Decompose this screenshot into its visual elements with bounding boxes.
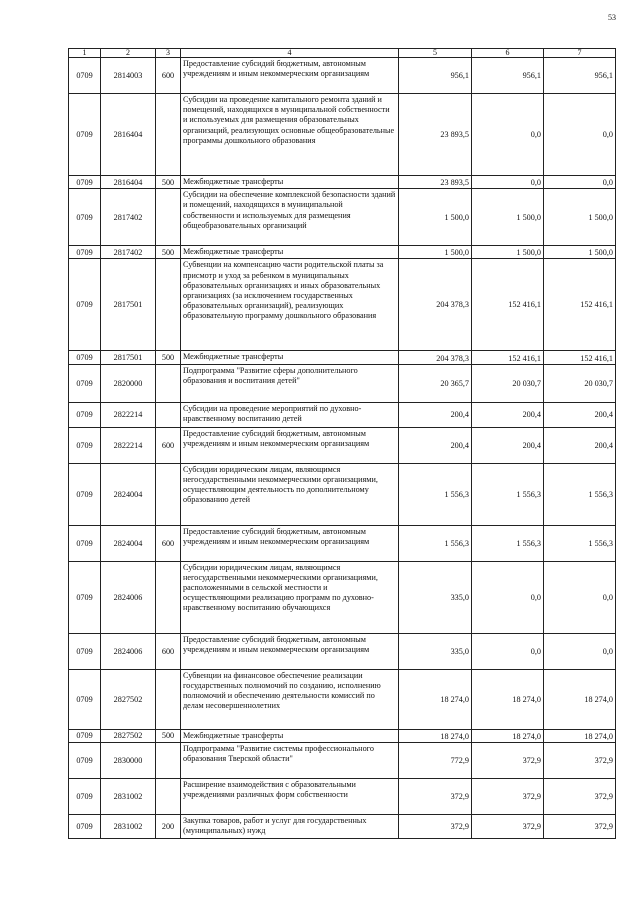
target-article-cell: 2827502 [101, 669, 156, 729]
budget-table [68, 48, 616, 839]
section-code-cell: 0709 [69, 561, 101, 633]
amount-col7-cell: 152 416,1 [544, 351, 616, 364]
amount-col5-cell: 335,0 [399, 561, 472, 633]
table-row [69, 246, 616, 259]
section-code-cell: 0709 [69, 246, 101, 259]
description-cell: Предоставление субсидий бюджетным, автономным учреждениям и иным некоммерческим организациям [181, 427, 399, 463]
column-header: 7 [544, 49, 616, 58]
section-code-cell: 0709 [69, 729, 101, 742]
expense-type-cell: 500 [156, 351, 181, 364]
description-cell: Субсидии юридическим лицам, являющимся негосударственными некоммерческими организациями, расположенными в сельской местности и осуществляющими реализацию программ по духовно-нравственному воспитанию обучающихся [181, 561, 399, 633]
section-code-cell: 0709 [69, 778, 101, 814]
section-code-cell: 0709 [69, 633, 101, 669]
amount-col6-cell: 200,4 [472, 402, 544, 427]
description-cell: Субсидии на проведение капитального ремонта зданий и помещений, находящихся в муниципальной собственности и используемых для размещения образовательных организаций, реализующих основные общеобразовательные программы дошкольного образования [181, 94, 399, 176]
amount-col6-cell: 956,1 [472, 58, 544, 94]
table-row [69, 402, 616, 427]
target-article-cell: 2824004 [101, 463, 156, 525]
amount-col5-cell: 1 556,3 [399, 525, 472, 561]
description-cell: Межбюджетные трансферты [181, 351, 399, 364]
amount-col7-cell: 372,9 [544, 742, 616, 778]
section-code-cell: 0709 [69, 58, 101, 94]
amount-col7-cell: 372,9 [544, 814, 616, 838]
amount-col6-cell: 0,0 [472, 633, 544, 669]
amount-col6-cell: 372,9 [472, 778, 544, 814]
section-code-cell: 0709 [69, 94, 101, 176]
amount-col7-cell: 372,9 [544, 778, 616, 814]
amount-col7-cell: 200,4 [544, 402, 616, 427]
table-row [69, 778, 616, 814]
amount-col5-cell: 18 274,0 [399, 729, 472, 742]
table-row [69, 351, 616, 364]
table-row [69, 742, 616, 778]
expense-type-cell: 500 [156, 176, 181, 189]
target-article-cell: 2817501 [101, 351, 156, 364]
amount-col5-cell: 1 556,3 [399, 463, 472, 525]
amount-col7-cell: 1 556,3 [544, 525, 616, 561]
target-article-cell: 2824006 [101, 561, 156, 633]
target-article-cell: 2817402 [101, 246, 156, 259]
amount-col6-cell: 152 416,1 [472, 351, 544, 364]
amount-col6-cell: 0,0 [472, 176, 544, 189]
section-code-cell: 0709 [69, 176, 101, 189]
description-cell: Субвенции на финансовое обеспечение реализации государственных полномочий по созданию, исполнению полномочий и обеспечению деятельности комиссий по делам несовершеннолетних [181, 669, 399, 729]
section-code-cell: 0709 [69, 669, 101, 729]
page-number: 53 [608, 13, 616, 22]
amount-col7-cell: 1 500,0 [544, 189, 616, 246]
target-article-cell: 2822214 [101, 427, 156, 463]
target-article-cell: 2831002 [101, 814, 156, 838]
amount-col7-cell: 0,0 [544, 94, 616, 176]
section-code-cell: 0709 [69, 189, 101, 246]
amount-col5-cell: 772,9 [399, 742, 472, 778]
description-cell: Подпрограмма "Развитие системы профессионального образования Тверской области" [181, 742, 399, 778]
table-row [69, 669, 616, 729]
table-row [69, 814, 616, 838]
amount-col5-cell: 200,4 [399, 427, 472, 463]
amount-col5-cell: 200,4 [399, 402, 472, 427]
description-cell: Предоставление субсидий бюджетным, автономным учреждениям и иным некоммерческим организациям [181, 58, 399, 94]
target-article-cell: 2820000 [101, 364, 156, 402]
amount-col5-cell: 23 893,5 [399, 176, 472, 189]
amount-col7-cell: 18 274,0 [544, 729, 616, 742]
target-article-cell: 2816404 [101, 176, 156, 189]
description-cell: Межбюджетные трансферты [181, 176, 399, 189]
expense-type-cell [156, 402, 181, 427]
expense-type-cell [156, 463, 181, 525]
section-code-cell: 0709 [69, 427, 101, 463]
expense-type-cell [156, 669, 181, 729]
column-header: 3 [156, 49, 181, 58]
amount-col5-cell: 23 893,5 [399, 94, 472, 176]
amount-col7-cell: 956,1 [544, 58, 616, 94]
amount-col6-cell: 18 274,0 [472, 669, 544, 729]
amount-col6-cell: 152 416,1 [472, 259, 544, 351]
amount-col5-cell: 204 378,3 [399, 259, 472, 351]
description-cell: Субсидии на обеспечение комплексной безопасности зданий и помещений, находящихся в муниципальной собственности и используемых для размещения общеобразовательных организаций [181, 189, 399, 246]
amount-col5-cell: 335,0 [399, 633, 472, 669]
table-row [69, 729, 616, 742]
column-header: 4 [181, 49, 399, 58]
amount-col7-cell: 1 500,0 [544, 246, 616, 259]
table-body [69, 58, 616, 839]
amount-col7-cell: 1 556,3 [544, 463, 616, 525]
column-header-row [69, 49, 616, 58]
expense-type-cell: 500 [156, 246, 181, 259]
description-cell: Субсидии на проведение мероприятий по духовно-нравственному воспитанию детей [181, 402, 399, 427]
expense-type-cell: 500 [156, 729, 181, 742]
section-code-cell: 0709 [69, 742, 101, 778]
table-row [69, 176, 616, 189]
target-article-cell: 2817402 [101, 189, 156, 246]
description-cell: Подпрограмма "Развитие сферы дополнительного образования и воспитания детей" [181, 364, 399, 402]
section-code-cell: 0709 [69, 364, 101, 402]
amount-col5-cell: 1 500,0 [399, 189, 472, 246]
amount-col5-cell: 1 500,0 [399, 246, 472, 259]
expense-type-cell: 600 [156, 525, 181, 561]
amount-col6-cell: 1 556,3 [472, 525, 544, 561]
section-code-cell: 0709 [69, 814, 101, 838]
amount-col7-cell: 20 030,7 [544, 364, 616, 402]
section-code-cell: 0709 [69, 402, 101, 427]
amount-col6-cell: 200,4 [472, 427, 544, 463]
amount-col7-cell: 0,0 [544, 176, 616, 189]
section-code-cell: 0709 [69, 463, 101, 525]
amount-col5-cell: 956,1 [399, 58, 472, 94]
amount-col6-cell: 0,0 [472, 561, 544, 633]
amount-col6-cell: 1 500,0 [472, 246, 544, 259]
target-article-cell: 2831002 [101, 778, 156, 814]
table-row [69, 427, 616, 463]
amount-col6-cell: 0,0 [472, 94, 544, 176]
target-article-cell: 2822214 [101, 402, 156, 427]
amount-col7-cell: 152 416,1 [544, 259, 616, 351]
amount-col6-cell: 1 500,0 [472, 189, 544, 246]
amount-col6-cell: 18 274,0 [472, 729, 544, 742]
amount-col7-cell: 0,0 [544, 633, 616, 669]
table-row [69, 561, 616, 633]
amount-col6-cell: 372,9 [472, 742, 544, 778]
table-row [69, 259, 616, 351]
amount-col6-cell: 1 556,3 [472, 463, 544, 525]
expense-type-cell [156, 561, 181, 633]
table-row [69, 463, 616, 525]
amount-col6-cell: 372,9 [472, 814, 544, 838]
description-cell: Межбюджетные трансферты [181, 729, 399, 742]
table-row [69, 525, 616, 561]
amount-col7-cell: 18 274,0 [544, 669, 616, 729]
table-row [69, 189, 616, 246]
section-code-cell: 0709 [69, 351, 101, 364]
column-header: 2 [101, 49, 156, 58]
expense-type-cell [156, 94, 181, 176]
table-row [69, 364, 616, 402]
amount-col6-cell: 20 030,7 [472, 364, 544, 402]
amount-col5-cell: 372,9 [399, 814, 472, 838]
table-row [69, 633, 616, 669]
expense-type-cell [156, 259, 181, 351]
amount-col5-cell: 20 365,7 [399, 364, 472, 402]
expense-type-cell: 600 [156, 427, 181, 463]
target-article-cell: 2816404 [101, 94, 156, 176]
description-cell: Субсидии юридическим лицам, являющимся негосударственными некоммерческими организациями, осуществляющим деятельность по дополнительному образованию детей [181, 463, 399, 525]
description-cell: Предоставление субсидий бюджетным, автономным учреждениям и иным некоммерческим организациям [181, 633, 399, 669]
amount-col7-cell: 200,4 [544, 427, 616, 463]
section-code-cell: 0709 [69, 525, 101, 561]
target-article-cell: 2827502 [101, 729, 156, 742]
table-row [69, 94, 616, 176]
description-cell: Расширение взаимодействия с образовательными учреждениями различных форм собственности [181, 778, 399, 814]
column-header: 6 [472, 49, 544, 58]
target-article-cell: 2814003 [101, 58, 156, 94]
expense-type-cell [156, 778, 181, 814]
section-code-cell: 0709 [69, 259, 101, 351]
amount-col5-cell: 204 378,3 [399, 351, 472, 364]
expense-type-cell: 600 [156, 633, 181, 669]
expense-type-cell [156, 364, 181, 402]
column-header: 5 [399, 49, 472, 58]
expense-type-cell: 200 [156, 814, 181, 838]
expense-type-cell [156, 189, 181, 246]
description-cell: Предоставление субсидий бюджетным, автономным учреждениям и иным некоммерческим организациям [181, 525, 399, 561]
description-cell: Закупка товаров, работ и услуг для государственных (муниципальных) нужд [181, 814, 399, 838]
column-header: 1 [69, 49, 101, 58]
target-article-cell: 2830000 [101, 742, 156, 778]
expense-type-cell [156, 742, 181, 778]
amount-col5-cell: 18 274,0 [399, 669, 472, 729]
description-cell: Субвенции на компенсацию части родительской платы за присмотр и уход за ребенком в муниципальных образовательных организациях и иных образовательных организациях (за исключением государственных образовательных организаций), реализующих образовательную программу дошкольного образования [181, 259, 399, 351]
table-row [69, 58, 616, 94]
expense-type-cell: 600 [156, 58, 181, 94]
target-article-cell: 2817501 [101, 259, 156, 351]
description-cell: Межбюджетные трансферты [181, 246, 399, 259]
amount-col5-cell: 372,9 [399, 778, 472, 814]
target-article-cell: 2824006 [101, 633, 156, 669]
amount-col7-cell: 0,0 [544, 561, 616, 633]
target-article-cell: 2824004 [101, 525, 156, 561]
